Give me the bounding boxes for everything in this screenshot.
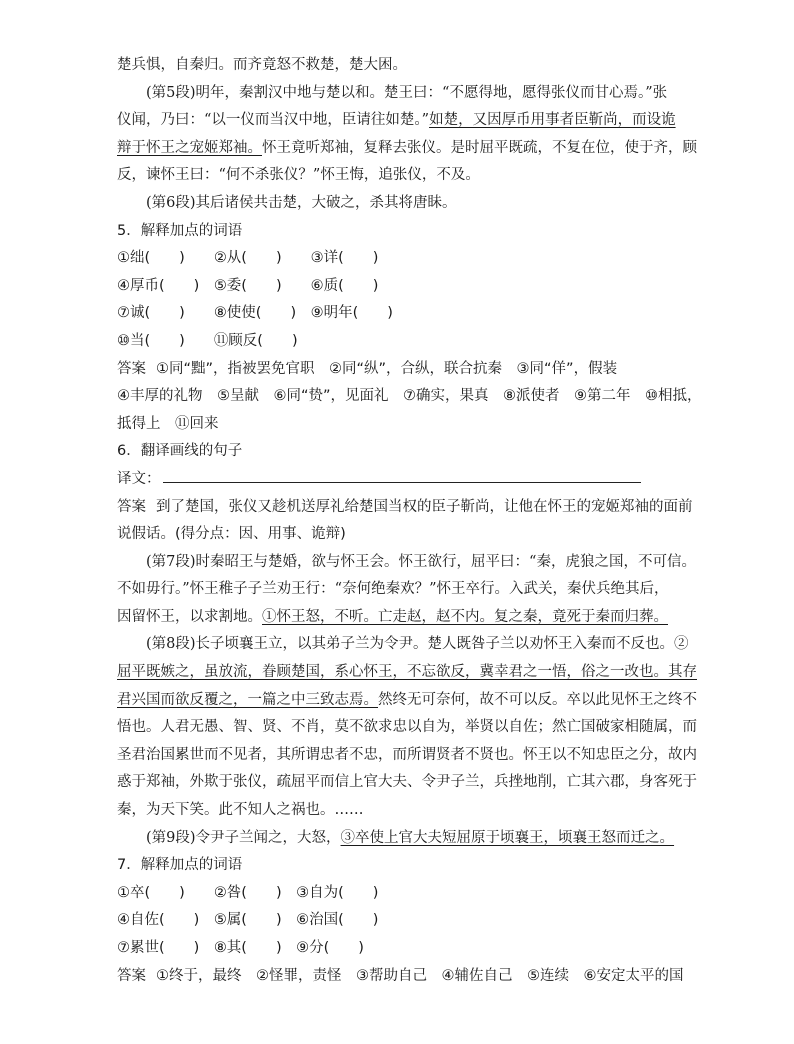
answer-blank: [163, 468, 641, 483]
underlined-sentence: 辩于怀王之宠姬郑袖。: [117, 139, 262, 156]
passage-text: 悟也。人君无愚、智、贤、不肖，莫不欲求忠以自为，举贤以自佐；然亡国破家相随属，而: [117, 719, 697, 736]
question-heading-text: 5．解释加点的词语: [117, 222, 243, 239]
passage-line: [117, 659, 697, 687]
answer-line: [117, 383, 702, 411]
passage-text: (第6段)其后诸侯共击楚，大破之，杀其将唐眛。: [146, 194, 457, 211]
passage-line: [117, 825, 677, 853]
answer-text: 说假话。(得分点：因、用事、诡辩): [117, 526, 346, 543]
answer-line: [117, 411, 677, 439]
underlined-sentence: ③卒使上官大夫短屈原于顷襄王，顷襄王怒而迁之。: [340, 829, 675, 846]
passage-line: [117, 135, 697, 163]
underlined-sentence: 君兴国而欲反覆之，一篇之中三致志焉。: [117, 691, 378, 708]
question-items-text: ⑩当( ) ⑪顾反( ): [117, 332, 298, 349]
passage-text: (第8段)长子顷襄王立，以其弟子兰为令尹。楚人既咎子兰以劝怀王入秦而不反也。: [146, 636, 675, 653]
question-items: [117, 273, 677, 301]
translation-line: [117, 466, 677, 494]
answer-text: 抵得上 ⑪回来: [117, 415, 219, 432]
question-items-text: ①卒( ) ②咎( ) ③自为( ): [117, 884, 379, 901]
question-heading: [117, 218, 677, 246]
passage-text: 反，谏怀王曰：“何不杀张仪？”怀王悔，追张仪，不及。: [117, 167, 480, 184]
answer-label: 答案: [117, 498, 146, 515]
answer-label: 答案: [117, 360, 146, 377]
passage-line: [117, 190, 677, 218]
answer-text: 到了楚国，张仪又趁机送厚礼给楚国当权的臣子靳尚，让他在怀王的宠姬郑袖的面前: [156, 498, 693, 515]
passage-line: [117, 52, 677, 80]
question-items: [117, 328, 677, 356]
passage-text: 秦，为天下笑。此不知人之祸也。……: [117, 802, 364, 819]
passage-line: [117, 549, 696, 577]
passage-text: (第7段)时秦昭王与楚婚，欲与怀王会。怀王欲行，屈平曰：“秦，虎狼之国，不可信。: [146, 553, 696, 570]
underlined-sentence: 屈平既嫉之，虽放流，眷顾楚国，系心怀王，不忘欲反，冀幸君之一悟，俗之一改也。其存: [117, 664, 697, 681]
answer-text: ①终于，最终 ②怪罪，责怪 ③帮助自己 ④辅佐自己 ⑤连续 ⑥安定太平的国: [156, 967, 684, 984]
document-page: [117, 52, 702, 990]
passage-text: 怀王竟听郑袖，复释去张仪。是时屈平既疏，不复在位，使于齐，顾: [262, 139, 697, 156]
question-items: [117, 935, 677, 963]
question-heading-text: 6．翻译画线的句子: [117, 443, 243, 460]
answer-line: [117, 356, 677, 384]
passage-text: 惑于郑袖，外欺于张仪，疏屈平而信上官大夫、令尹子兰，兵挫地削，亡其六郡，身客死于: [117, 774, 697, 791]
passage-line: [117, 687, 697, 715]
answer-label: 答案: [117, 967, 146, 984]
passage-line: [117, 576, 677, 604]
passage-line: [117, 714, 697, 742]
passage-text: 因留怀王，以求割地。: [117, 608, 262, 625]
answer-line: [117, 521, 677, 549]
translation-label: 译文：: [117, 470, 161, 487]
passage-text: (第9段)令尹子兰闻之，大怒，: [146, 829, 341, 846]
question-items: [117, 300, 677, 328]
question-items-text: ④自佐( ) ⑤属( ) ⑥治国( ): [117, 912, 379, 929]
answer-text: ①同“黜”，指被罢免官职 ②同“纵”，合纵，联合抗秦 ③同“佯”，假装: [156, 360, 618, 377]
answer-line: [117, 963, 684, 991]
passage-line: [117, 769, 697, 797]
question-heading: [117, 438, 677, 466]
passage-text: 圣君治国累世而不见者，其所谓忠者不忠，而所谓贤者不贤也。怀王以不知忠臣之分，故内: [117, 746, 697, 763]
question-items-text: ④厚币( ) ⑤委( ) ⑥质( ): [117, 277, 379, 294]
passage-line: [117, 162, 677, 190]
passage-text: 楚兵惧，自秦归。而齐竟怒不救楚，楚大困。: [117, 57, 407, 73]
passage-line: [117, 631, 689, 659]
question-items-text: ⑦累世( ) ⑧其( ) ⑨分( ): [117, 940, 364, 956]
sentence-marker: ②: [674, 636, 689, 653]
question-items: [117, 245, 677, 273]
passage-line: [117, 107, 677, 135]
answer-text: ④丰厚的礼物 ⑤呈献 ⑥同“贽”，见面礼 ⑦确实，果真 ⑧派使者 ⑨第二年 ⑩相抵，: [117, 388, 702, 405]
question-heading-text: 7．解释加点的词语: [117, 857, 243, 874]
underlined-sentence: 如楚，又因厚币用事者臣靳尚，而设诡: [429, 112, 676, 129]
question-items-text: ①绌( ) ②从( ) ③详( ): [117, 250, 379, 267]
question-items: [117, 907, 677, 935]
question-heading: [117, 852, 677, 880]
answer-line: [117, 494, 693, 522]
passage-text: 仪闻，乃曰：“以一仪而当汉中地，臣请往如楚。”: [117, 112, 430, 129]
passage-text: 不如毋行。”怀王稚子子兰劝王行：“奈何绝秦欢？”怀王卒行。入武关，秦伏兵绝其后，: [117, 581, 669, 598]
question-items: [117, 880, 677, 908]
passage-line: [117, 80, 677, 108]
passage-line: [117, 742, 697, 770]
passage-line: [117, 604, 677, 632]
passage-text: 然终无可奈何，故不可以反。卒以此见怀王之终不: [378, 691, 697, 708]
passage-line: [117, 797, 677, 825]
underlined-sentence: ①怀王怒，不听。亡走赵，赵不内。复之秦，竟死于秦而归葬。: [262, 608, 668, 625]
passage-text: (第5段)明年，秦割汉中地与楚以和。楚王曰：“不愿得地，愿得张仪而甘心焉。”张: [146, 84, 668, 101]
question-items-text: ⑦诚( ) ⑧使使( ) ⑨明年( ): [117, 305, 393, 322]
